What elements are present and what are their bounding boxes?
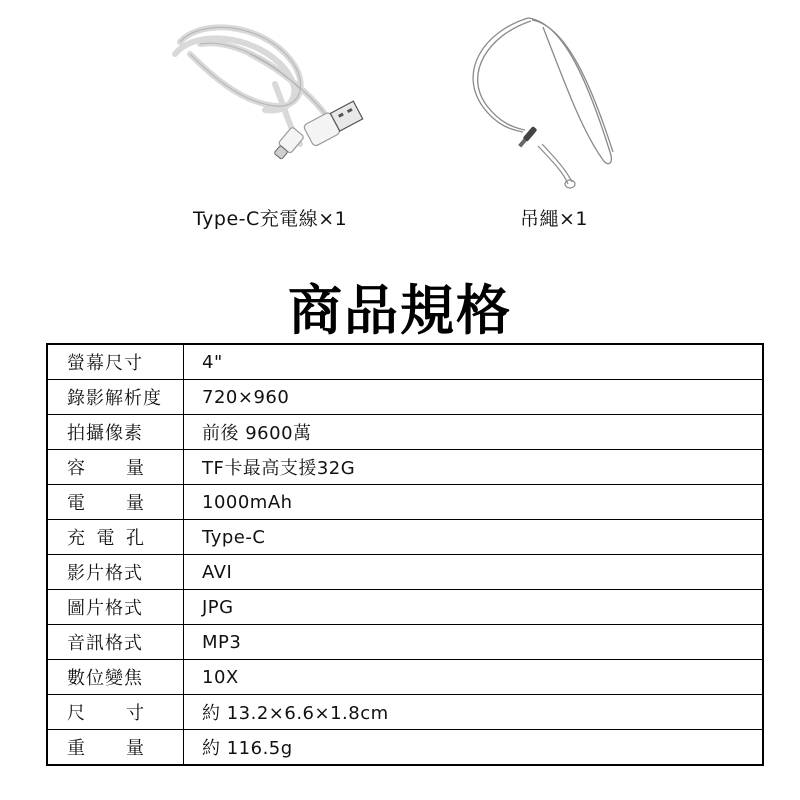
spec-label: 拍攝像素	[47, 415, 184, 450]
lanyard-image	[458, 12, 628, 192]
spec-label: 圖片格式	[47, 590, 184, 625]
spec-label: 錄影解析度	[47, 380, 184, 415]
usb-cable-image	[160, 14, 375, 174]
spec-label-char: 充	[67, 528, 86, 549]
spec-label-char: 寸	[126, 703, 145, 724]
spec-row	[47, 344, 763, 380]
spec-value: 約 116.5g	[184, 730, 764, 766]
spec-label-char: 重	[67, 738, 86, 759]
spec-value: 前後 9600萬	[184, 415, 764, 450]
spec-label-char: 孔	[126, 528, 145, 549]
spec-row	[47, 520, 763, 555]
specs-title: 商品規格	[288, 279, 512, 342]
spec-value: JPG	[184, 590, 764, 625]
specs-table	[46, 343, 764, 766]
spec-label-char: 量	[126, 493, 145, 514]
spec-value: Type-C	[184, 520, 764, 555]
spec-label: 影片格式	[47, 555, 184, 590]
spec-label-char: 電	[96, 528, 116, 549]
spec-row	[47, 450, 763, 485]
spec-value: 約 13.2×6.6×1.8cm	[184, 695, 764, 730]
spec-row	[47, 625, 763, 660]
spec-row	[47, 555, 763, 590]
spec-label-char: 容	[67, 458, 86, 479]
spec-value: AVI	[184, 555, 764, 590]
spec-row	[47, 590, 763, 625]
spec-label: 音訊格式	[47, 625, 184, 660]
spec-row	[47, 660, 763, 695]
spec-label	[47, 450, 184, 485]
spec-label	[47, 520, 184, 555]
spec-value: 720×960	[184, 380, 764, 415]
spec-value: 10X	[184, 660, 764, 695]
spec-label-char: 量	[126, 458, 145, 479]
spec-label: 螢幕尺寸	[47, 344, 184, 380]
spec-label-char: 量	[126, 738, 145, 759]
spec-label-char: 尺	[67, 703, 86, 724]
spec-value: 4"	[184, 344, 764, 380]
spec-label-char: 電	[67, 493, 86, 514]
spec-row	[47, 380, 763, 415]
lanyard-caption: 吊繩×1	[520, 208, 589, 230]
spec-row	[47, 415, 763, 450]
spec-row	[47, 730, 763, 766]
spec-label	[47, 730, 184, 766]
spec-row	[47, 695, 763, 730]
spec-value: TF卡最高支援32G	[184, 450, 764, 485]
spec-label: 數位變焦	[47, 660, 184, 695]
spec-row	[47, 485, 763, 520]
spec-label	[47, 485, 184, 520]
spec-value: 1000mAh	[184, 485, 764, 520]
spec-label	[47, 695, 184, 730]
spec-value: MP3	[184, 625, 764, 660]
usb-cable-caption: Type-C充電線×1	[193, 208, 348, 230]
